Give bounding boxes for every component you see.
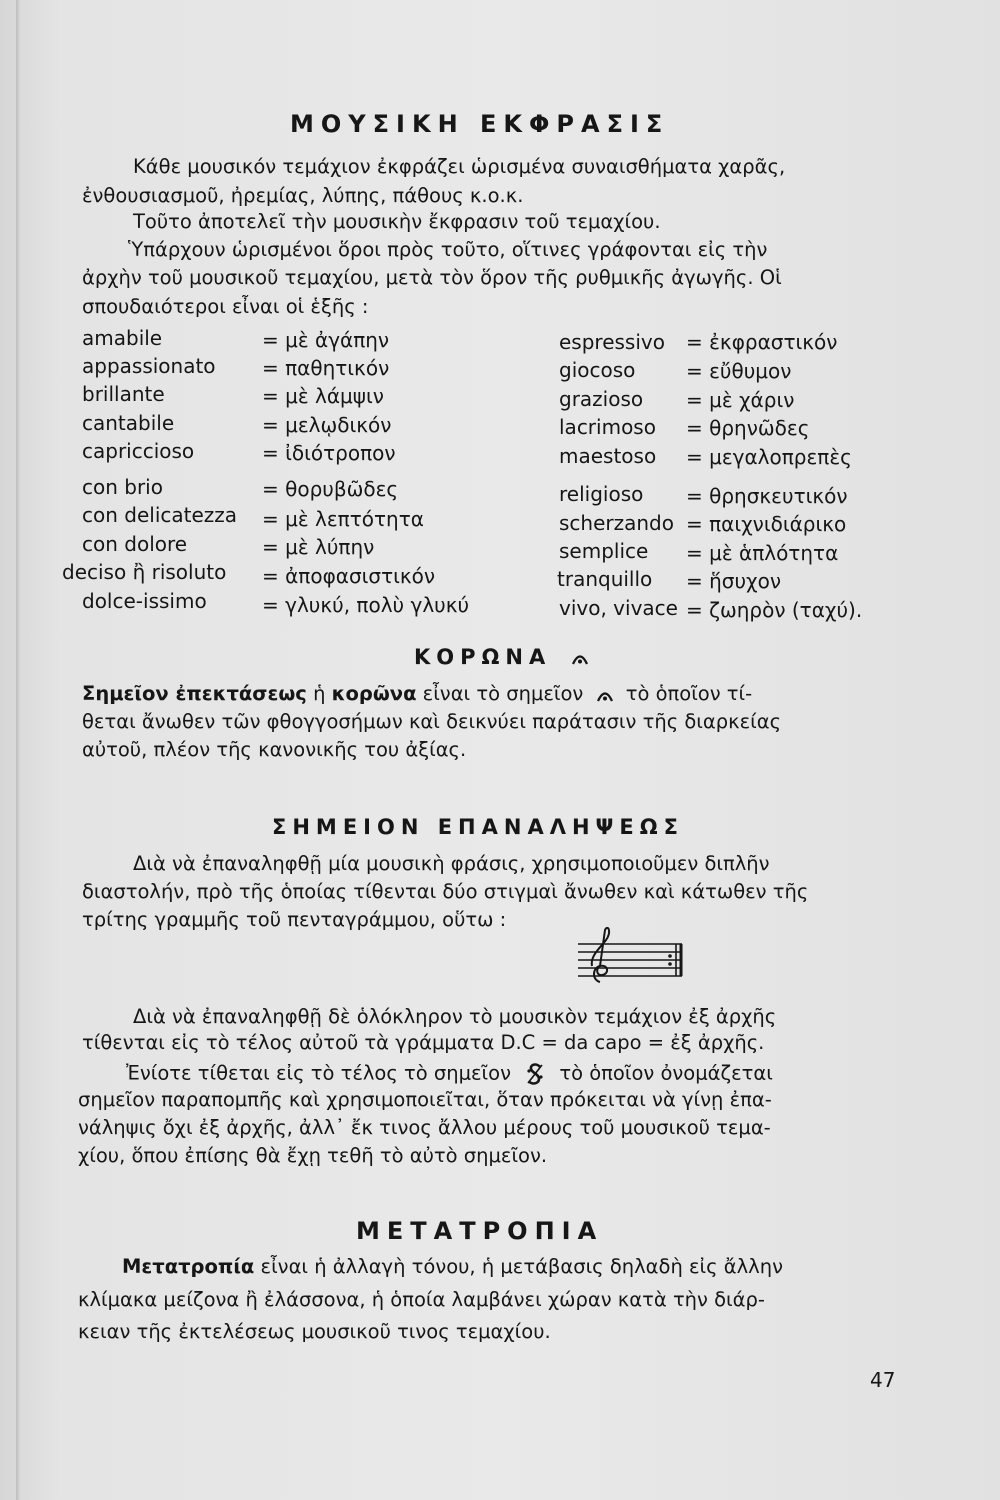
paragraph-line: νάληψις ὄχι ἐξ ἀρχῆς, ἀλλ᾽ ἔκ τινος ἄλλου μέρους τοῦ μουσικοῦ τεμα- [78,1116,771,1139]
term-name: vivo, vivace [559,596,678,620]
inline-text: τὸ ὁποῖον τί- [625,682,753,705]
term-meaning: = ἥσυχον [686,569,781,593]
term-name: con brio [82,475,163,499]
bold-term: κορῶνα [331,682,417,705]
term-name: capriccioso [82,439,195,463]
inline-text: εἶναι τὸ σημεῖον [422,682,584,705]
paragraph-line: κλίμακα μείζονα ἢ ἐλάσσονα, ἡ ὁποία λαμβάνει χώραν κατὰ τὴν διάρ- [78,1288,765,1311]
fermata-icon [571,651,589,665]
term-name: dolce-issimo [82,589,207,613]
inline-text: εἶναι ἡ ἀλλαγὴ τόνου, ἡ μετάβασις δηλαδὴ εἰς ἄλλην [260,1255,783,1278]
term-meaning: = μελῳδικόν [262,413,392,437]
term-name: tranquillo [557,567,653,591]
section-title-repeat: ΣΗΜΕΙΟΝ ΕΠΑΝΑΛΗΨΕΩΣ [272,815,684,839]
term-name: maestoso [559,444,657,468]
paragraph-line: Τοῦτο ἀποτελεῖ τὴν μουσικὴν ἔκφρασιν τοῦ τεμαχίου. [133,210,661,233]
page-number: 47 [870,1368,896,1392]
term-name: amabile [82,326,163,350]
term-name: con delicatezza [82,503,238,527]
term-meaning: = παθητικόν [262,356,390,380]
term-name: grazioso [559,387,644,411]
section-title-fermata [414,647,589,668]
term-meaning: = θρηνῶδες [686,416,810,440]
inline-text: ἡ [313,682,326,705]
term-meaning: = μὲ λάμψιν [262,384,384,408]
paragraph-line [82,684,752,704]
term-name: con dolore [82,532,188,556]
term-meaning: = μεγαλοπρεπὲς [686,445,852,469]
segno-icon [525,1062,545,1086]
inline-text: Ἐνίοτε τίθεται εἰς τὸ τέλος τὸ σημεῖον [126,1061,511,1085]
term-name: giocoso [559,358,636,382]
paragraph-line: ἐνθουσιασμοῦ, ἠρεμίας, λύπης, πάθους κ.ο.κ. [82,184,524,207]
paragraph-line: Ὑπάρχουν ὡρισμένοι ὅροι πρὸς τοῦτο, οἵτινες γράφονται εἰς τὴν [128,238,768,261]
term-meaning: = θορυβῶδες [262,477,399,501]
paragraph-line: διαστολήν, πρὸ τῆς ὁποίας τίθενται δύο στιγμαὶ ἄνωθεν καὶ κάτωθεν τῆς [82,880,809,903]
inline-text: τὸ ὁποῖον ὀνομάζεται [559,1061,773,1085]
paragraph-line: τρίτης γραμμῆς τοῦ πενταγράμμου, οὕτω : [82,908,507,931]
term-name: religioso [559,482,644,506]
paragraph-line: Διὰ νὰ ἐπαναληφθῇ μία μουσικὴ φράσις, χρησιμοποιοῦμεν διπλῆν [133,852,770,875]
term-name: espressivo [559,330,665,354]
bold-term: Σημεῖον ἐπεκτάσεως [82,682,307,705]
term-name: cantabile [82,411,175,435]
paragraph-line: τίθενται εἰς τὸ τέλος αὐτοῦ τὰ γράμματα D.C = da capo = ἐξ ἀρχῆς. [82,1031,765,1054]
paragraph-line: Κάθε μουσικόν τεμάχιον ἐκφράζει ὡρισμένα συναισθήματα χαρᾶς, [133,155,786,178]
term-meaning: = γλυκύ, πολὺ γλυκύ [262,593,470,617]
page-gutter [16,0,20,1500]
section-title-expression: ΜΟΥΣΙΚΗ ΕΚΦΡΑΣΙΣ [290,110,670,138]
term-name: deciso ἢ risoluto [62,560,227,584]
paragraph-line: σπουδαιότεροι εἶναι οἱ ἑξῆς : [82,295,369,318]
section-title-text: ΚΟΡΩΝΑ [414,645,552,669]
term-meaning: = μὲ χάριν [686,388,795,412]
term-meaning: = μὲ ἁπλότητα [686,541,839,565]
term-meaning: = ζωηρὸν (ταχύ). [686,598,863,622]
term-meaning: = μὲ λύπην [262,535,375,559]
term-meaning: = εὔθυμον [686,359,792,383]
term-meaning: = μὲ ἀγάπην [262,328,390,352]
paragraph-line: σημεῖον παραπομπῆς καὶ χρησιμοποιεῖται, ὅταν πρόκειται νὰ γίνῃ ἐπα- [78,1088,772,1111]
paragraph-line: θεται ἄνωθεν τῶν φθογγοσήμων καὶ δεικνύει παράτασιν τῆς διαρκείας [82,710,782,733]
term-name: brillante [82,382,165,406]
term-meaning: = μὲ λεπτότητα [262,507,424,531]
bold-term: Μετατροπία [122,1255,255,1278]
term-name: lacrimoso [559,415,656,439]
term-meaning: = παιχνιδιάρικο [686,512,847,536]
paragraph-line [122,1257,783,1277]
paragraph-line [126,1062,773,1086]
repeat-staff-icon [578,922,688,988]
paragraph-line: αὐτοῦ, πλέον τῆς κανονικῆς του ἀξίας. [82,738,467,761]
paragraph-line: Διὰ νὰ ἐπαναληφθῇ δὲ ὁλόκληρον τὸ μουσικὸν τεμάχιον ἐξ ἀρχῆς [133,1005,777,1028]
paragraph-line: ἀρχὴν τοῦ μουσικοῦ τεμαχίου, μετὰ τὸν ὅρον τῆς ρυθμικῆς ἀγωγῆς. Οἱ [82,266,782,289]
term-name: semplice [559,539,649,563]
term-meaning: = ἐκφραστικόν [686,330,838,354]
term-name: scherzando [559,511,674,535]
paragraph-line: χίου, ὅπου ἐπίσης θὰ ἔχῃ τεθῆ τὸ αὐτὸ σημεῖον. [78,1144,548,1167]
term-meaning: = ἰδιότροπον [262,441,396,465]
term-meaning: = ἀποφασιστικόν [262,564,436,588]
paragraph-line: κειαν τῆς ἐκτελέσεως μουσικοῦ τινος τεμαχίου. [78,1320,551,1343]
term-meaning: = θρησκευτικόν [686,484,848,508]
term-name: appassionato [82,354,216,378]
section-title-modulation: ΜΕΤΑΤΡΟΠΙΑ [356,1217,604,1245]
fermata-icon [596,688,614,702]
